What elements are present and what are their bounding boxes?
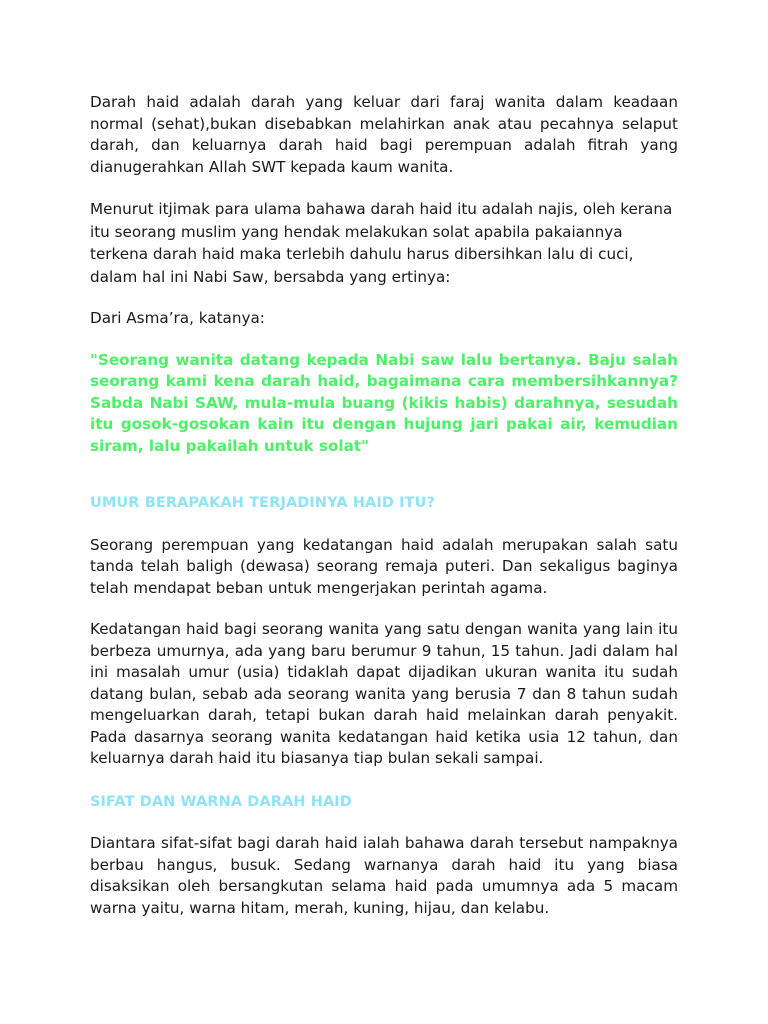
document-page (90, 92, 678, 939)
color-paragraph: Diantara sifat-sifat bagi darah haid ialah bahawa darah tersebut nampaknya berbau hangus, busuk. Sedang warnanya darah haid itu yang biasa disaksikan oleh bersangkutan selama haid pada umumnya ada 5 macam warna yaitu, warna hitam, merah, kuning, hijau, dan kelabu. (90, 834, 678, 917)
narrator-line: Dari Asma’ra, katanya: (90, 309, 265, 327)
section-heading-color: SIFAT DAN WARNA DARAH HAID (90, 793, 352, 810)
najis-paragraph: Menurut itjimak para ulama bahawa darah haid itu adalah najis, oleh kerana itu seorang muslim yang hendak melakukan solat apabila pakaiannya terkena darah haid maka terlebih dahulu harus dibersihkan lalu di cuci, dalam hal ini Nabi Saw, bersabda yang ertinya: (90, 200, 673, 286)
hadith-quote: "Seorang wanita datang kepada Nabi saw lalu bertanya. Baju salah seorang kami kena darah haid, bagaimana cara membersihkannya? Sabda Nabi SAW, mula-mula buang (kikis habis) darahnya, sesudah itu gosok-gosokan kain itu dengan hujung jari pakai air, kemudian siram, lalu pakailah untuk solat" (90, 350, 678, 455)
age-paragraph-1: Seorang perempuan yang kedatangan haid adalah merupakan salah satu tanda telah baligh (dewasa) seorang remaja puteri. Dan sekaligus baginya telah mendapat beban untuk mengerjakan perintah agama. (90, 535, 678, 597)
section-heading-age: UMUR BERAPAKAH TERJADINYA HAID ITU? (90, 495, 436, 511)
age-paragraph-2: Kedatangan haid bagi seorang wanita yang satu dengan wanita yang lain itu berbeza umurnya, ada yang baru berumur 9 tahun, 15 tahun. Jadi dalam hal ini masalah umur (usia) tidaklah dapat dijadikan ukuran wanita itu sudah datang bulan, sebab ada seorang wanita yang berusia 7 dan 8 tahun sudah mengeluarkan darah, tetapi bukan darah haid melainkan darah penyakit. Pada dasarnya seorang wanita kedatangan haid ketika usia 12 tahun, dan keluarnya darah haid itu biasanya tiap bulan sekali sampai. (90, 620, 678, 767)
intro-paragraph: Darah haid adalah darah yang keluar dari faraj wanita dalam keadaan normal (sehat),bukan disebabkan melahirkan anak atau pecahnya selaput darah, dan keluarnya darah haid bagi perempuan adalah fitrah yang dianugerahkan Allah SWT kepada kaum wanita. (90, 93, 678, 176)
